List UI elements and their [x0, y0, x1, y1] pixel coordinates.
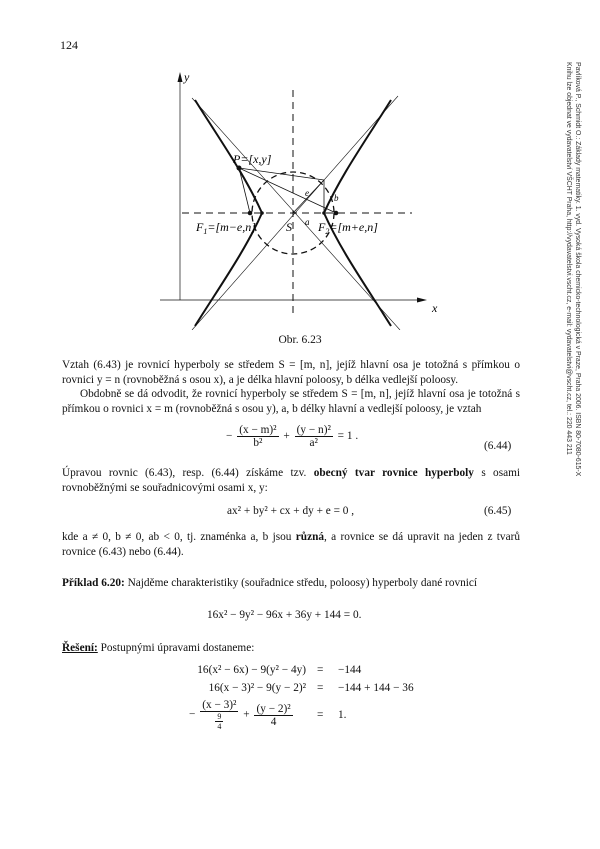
side-note-line2: Knihu lze objednat ve vydavatelství VŠCHT Praha, http://vydavatelstvi.vscht.cz, e-mail: vydavatelstvi@vscht.cz, tel.: 220 443 211	[565, 62, 572, 455]
label-P: P=[x,y]	[233, 152, 272, 166]
equation-6-44-number: (6.44)	[484, 440, 512, 452]
label-S: S	[286, 220, 292, 234]
point-vertex-left	[260, 211, 264, 215]
x-axis-arrow	[417, 298, 427, 303]
paragraph-1: Vztah (6.43) je rovnicí hyperboly se středem S = [m, n], jejíž hlavní osa je totožná s přímkou o rovnici y = n (rovnoběžná s osou x), a je délka hlavní poloosy, b délka vedlejší poloosy.	[62, 359, 520, 386]
paragraph-2: Obdobně se dá odvodit, že rovnicí hyperboly se středem S = [m, n], jejíž hlavní osa je totožná s přímkou o rovnici x = m (rovnoběžná s osou y), a, b délky hlavní a vedlejší poloosy, je vztah	[62, 388, 520, 415]
figure-caption: Obr. 6.23	[278, 334, 322, 346]
label-e: e	[305, 188, 309, 198]
equation-6-45-number: (6.45)	[484, 505, 512, 517]
step2-eq: =	[317, 682, 324, 694]
label-b: b	[334, 193, 339, 203]
label-F2: $F_2=[m+e,n]$	[318, 220, 378, 236]
label-a: a	[305, 217, 310, 227]
example-title: Příklad 6.20:	[62, 577, 125, 589]
step3-eq: =	[317, 709, 324, 721]
point-vertex-right	[322, 211, 326, 215]
example-block	[62, 576, 520, 591]
y-axis-arrow	[178, 72, 183, 82]
step1-left: 16(x² − 6x) − 9(y² − 4y)	[197, 664, 306, 676]
point-F2	[334, 211, 339, 216]
example-equation: 16x² − 9y² − 96x + 36y + 144 = 0.	[207, 609, 362, 621]
point-P	[237, 166, 242, 171]
hyperbola-figure	[150, 65, 450, 330]
solution-block	[62, 641, 520, 656]
paragraph-4: kde a ≠ 0, b ≠ 0, ab < 0, tj. znaménka a, b jsou různá, a rovnice se dá upravit na jeden z tvarů rovnice (6.43) nebo (6.44).	[62, 531, 521, 558]
solution-text: Postupnými úpravami dostaneme:	[100, 642, 255, 654]
step1-right: −144	[338, 664, 362, 676]
equation-6-44: − $\frac{\text{(x − m)²}}{\text{b²}}$ + $\frac{\text{(y − n)²}}{\text{a²}}$ = 1 .	[226, 424, 359, 449]
page-number: 124	[60, 38, 78, 52]
example-text: Najděme charakteristiky (souřadnice středu, poloosy) hyperboly dané rovnicí	[127, 577, 478, 589]
step3-left: − $\frac{\text{(x − 3)²}}{\frac{9}{4}}$ + $\frac{\text{(y − 2)²}}{4}$	[189, 699, 291, 731]
side-note	[564, 62, 582, 476]
y-axis-label: y	[184, 70, 190, 84]
side-note-line1: Pavlíková P., Schmidt O.: Základy matematiky. 1. vyd. Vysoká škola chemicko-technologická v Praze, Praha 2006. ISBN 80-7080-615-X	[574, 62, 581, 477]
paragraph-3: Úpravou rovnic (6.43), resp. (6.44) získáme tzv. obecný tvar rovnice hyperboly s osami rovnoběžnými se souřadnicovými osami x, y:	[62, 467, 521, 494]
step2-right: −144 + 144 − 36	[338, 682, 414, 694]
asymptote-1	[192, 98, 400, 330]
label-F1: $F_1=[m-e,n]$	[196, 220, 256, 236]
step3-right: 1.	[338, 709, 347, 721]
step2-left: 16(x − 3)² − 9(y − 2)²	[208, 682, 306, 694]
x-axis-label: x	[432, 301, 438, 315]
solution-label: Řešení:	[62, 642, 98, 654]
segment-P-F1	[239, 168, 250, 213]
step1-eq: =	[317, 664, 324, 676]
point-F1	[248, 211, 253, 216]
equation-6-45: ax² + by² + cx + dy + e = 0 ,	[227, 505, 355, 517]
